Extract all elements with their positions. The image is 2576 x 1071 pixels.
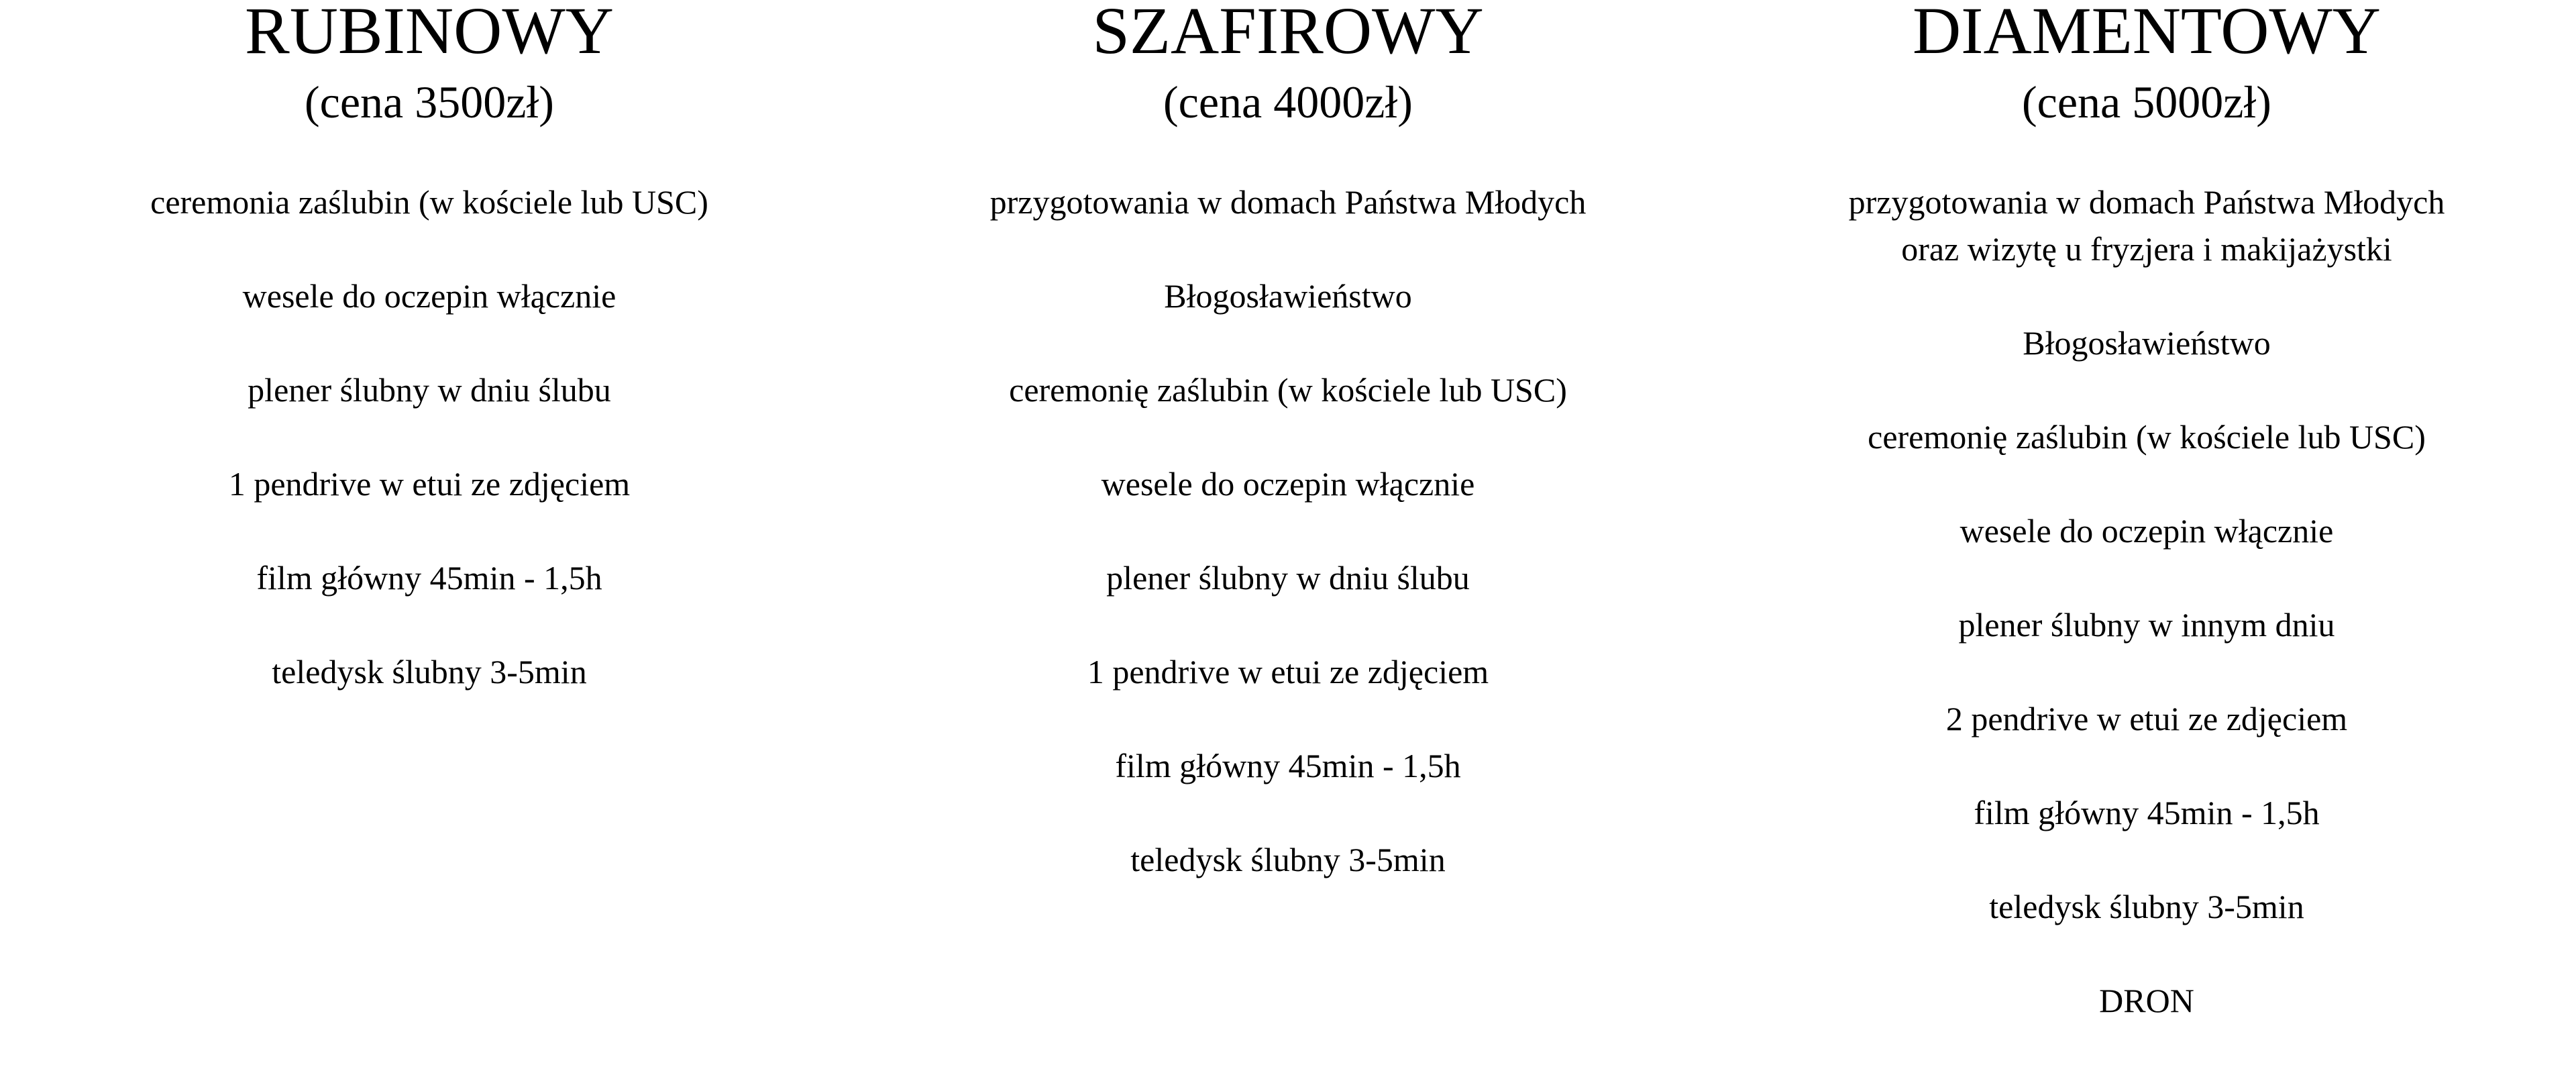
package-feature: plener ślubny w innym dniu	[1958, 606, 2335, 644]
package-feature: wesele do oczepin włącznie	[242, 277, 616, 315]
package-feature: film główny 45min - 1,5h	[1974, 794, 2320, 831]
package-feature: Błogosławieństwo	[1164, 277, 1412, 315]
package-feature: ceremonię zaślubin (w kościele lub USC)	[1009, 371, 1567, 409]
package-price: (cena 4000zł)	[1163, 76, 1413, 128]
package-feature: ceremonia zaślubin (w kościele lub USC)	[150, 183, 708, 221]
package-feature: film główny 45min - 1,5h	[1115, 747, 1461, 784]
package-feature-list	[0, 178, 859, 742]
package-feature: 1 pendrive w etui ze zdjęciem	[228, 465, 631, 503]
package-diamentowy	[1717, 0, 2576, 1043]
package-feature-list	[859, 178, 1717, 930]
package-feature: plener ślubny w dniu ślubu	[248, 371, 611, 409]
package-feature: przygotowania w domach Państwa Młodych	[1848, 183, 2445, 221]
package-feature: 1 pendrive w etui ze zdjęciem	[1087, 653, 1489, 691]
package-feature: 2 pendrive w etui ze zdjęciem	[1945, 700, 2348, 737]
package-feature: teledysk ślubny 3-5min	[1989, 888, 2304, 925]
package-feature: film główny 45min - 1,5h	[256, 559, 602, 597]
package-title: DIAMENTOWY	[1912, 0, 2381, 68]
package-feature: wesele do oczepin włącznie	[1960, 512, 2334, 550]
package-feature-continuation: oraz wizytę u fryzjera i makijażystki	[1901, 230, 2392, 268]
package-feature: plener ślubny w dniu ślubu	[1106, 559, 1470, 597]
package-feature: DRON	[2099, 982, 2194, 1019]
package-feature: Błogosławieństwo	[2023, 324, 2271, 362]
package-feature: ceremonię zaślubin (w kościele lub USC)	[1868, 418, 2426, 456]
package-price: (cena 3500zł)	[305, 76, 554, 128]
package-feature: wesele do oczepin włącznie	[1101, 465, 1475, 503]
package-rubinowy	[0, 0, 859, 1043]
package-feature: przygotowania w domach Państwa Młodych	[989, 183, 1587, 221]
package-title: RUBINOWY	[245, 0, 614, 68]
package-szafirowy	[859, 0, 1717, 1043]
package-price: (cena 5000zł)	[2022, 76, 2271, 128]
package-title: SZAFIROWY	[1092, 0, 1484, 68]
package-feature: teledysk ślubny 3-5min	[272, 653, 587, 691]
package-feature-list	[1717, 178, 2576, 1071]
package-feature: teledysk ślubny 3-5min	[1130, 841, 1446, 878]
